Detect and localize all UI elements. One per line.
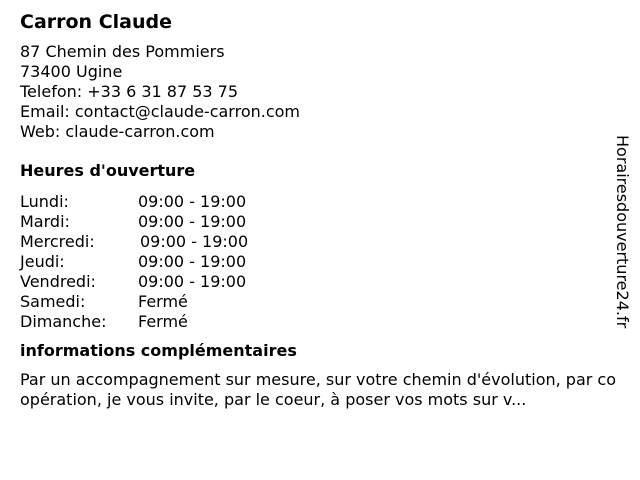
hours-row-sunday (20, 312, 620, 332)
hours-day: Mercredi: (20, 232, 95, 251)
hours-value: 09:00 - 19:00 (138, 212, 247, 231)
hours-value: Fermé (138, 312, 188, 331)
hours-row-thursday (20, 252, 620, 272)
hours-day: Jeudi: (20, 252, 65, 271)
business-card (20, 10, 620, 410)
hours-value: 09:00 - 19:00 (140, 232, 249, 251)
info-title: informations complémentaires (20, 341, 297, 360)
hours-row-wednesday (20, 232, 620, 252)
hours-row-monday (20, 192, 620, 212)
hours-value: 09:00 - 19:00 (138, 252, 247, 271)
email-line[interactable]: Email: contact@claude-carron.com (20, 102, 301, 121)
hours-day: Mardi: (20, 212, 70, 231)
watermark-text: Horairesdouverture24.fr (613, 135, 632, 329)
phone-line[interactable]: Telefon: +33 6 31 87 53 75 (20, 82, 239, 101)
hours-value: 09:00 - 19:00 (138, 192, 247, 211)
info-text: Par un accompagnement sur mesure, sur votre chemin d'évolution, par coopération, je vous invite, par le coeur, à poser vos mots sur v... (20, 370, 616, 409)
hours-day: Vendredi: (20, 272, 96, 291)
hours-value: 09:00 - 19:00 (138, 272, 247, 291)
hours-value: Fermé (138, 292, 188, 311)
web-line[interactable]: Web: claude-carron.com (20, 122, 215, 141)
hours-day: Lundi: (20, 192, 69, 211)
hours-title: Heures d'ouverture (20, 161, 196, 180)
hours-day: Dimanche: (20, 312, 107, 331)
business-name: Carron Claude (20, 11, 172, 33)
hours-row-saturday (20, 292, 620, 312)
address-line-1: 87 Chemin des Pommiers (20, 42, 225, 61)
hours-row-tuesday (20, 212, 620, 232)
hours-day: Samedi: (20, 292, 86, 311)
hours-row-friday (20, 272, 620, 292)
address-line-2: 73400 Ugine (20, 62, 123, 81)
